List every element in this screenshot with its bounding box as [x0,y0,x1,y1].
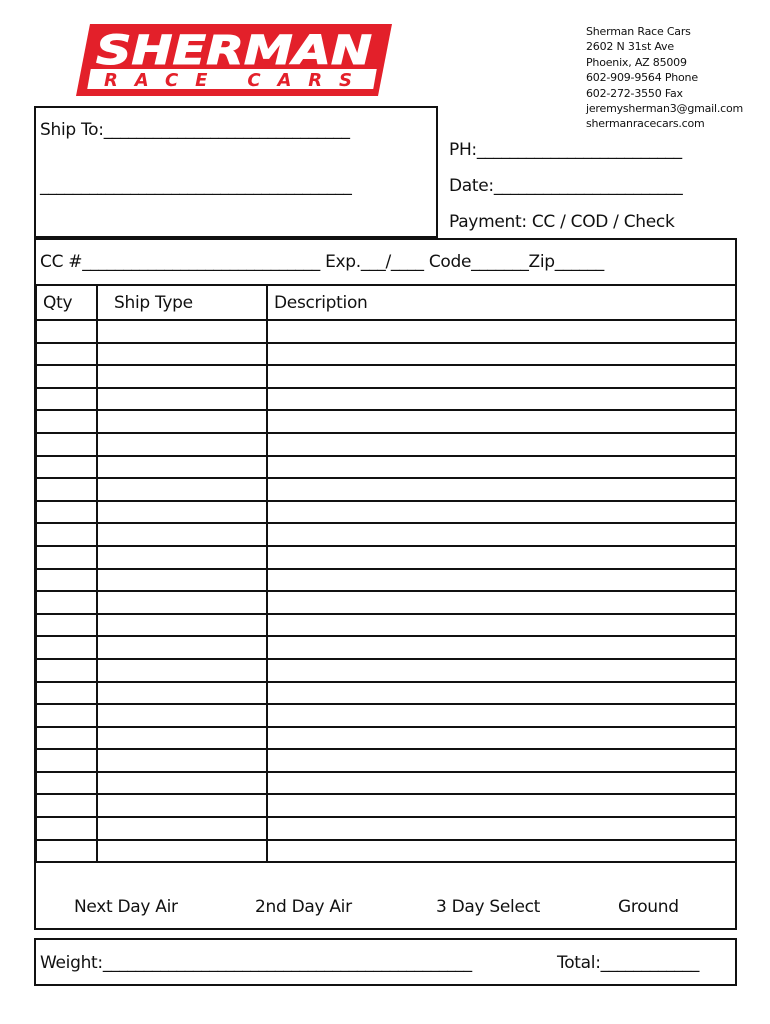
description-cell[interactable] [267,591,736,614]
table-row [36,817,736,840]
ship-type-cell[interactable] [97,682,267,705]
qty-cell[interactable] [36,410,97,433]
ship-type-cell[interactable] [97,365,267,388]
ship-type-cell[interactable] [97,704,267,727]
description-cell[interactable] [267,433,736,456]
ship-type-cell[interactable] [97,636,267,659]
table-row [36,614,736,637]
qty-cell[interactable] [36,772,97,795]
description-cell[interactable] [267,365,736,388]
description-cell[interactable] [267,682,736,705]
table-row [36,682,736,705]
description-cell[interactable] [267,388,736,411]
table-row [36,410,736,433]
description-cell[interactable] [267,794,736,817]
ship-to-field[interactable]: Ship To:______________________________ [40,120,350,140]
qty-cell[interactable] [36,749,97,772]
company-address-line1: 2602 N 31st Ave [586,40,674,54]
ship-type-cell[interactable] [97,591,267,614]
ship-type-cell[interactable] [97,727,267,750]
table-row [36,749,736,772]
table-row [36,433,736,456]
table-row [36,365,736,388]
table-row [36,320,736,343]
table-row [36,636,736,659]
table-row [36,704,736,727]
description-cell[interactable] [267,817,736,840]
qty-cell[interactable] [36,365,97,388]
ship-type-cell[interactable] [97,343,267,366]
ship-type-cell[interactable] [97,478,267,501]
description-cell[interactable] [267,636,736,659]
description-cell[interactable] [267,727,736,750]
table-row [36,772,736,795]
company-address-line2: Phoenix, AZ 85009 [586,55,687,69]
ship-type-cell[interactable] [97,794,267,817]
company-name: Sherman Race Cars [586,25,691,38]
qty-cell[interactable] [36,840,97,863]
table-row [36,591,736,614]
table-row [36,727,736,750]
company-email: jeremysherman3@gmail.com [586,102,744,116]
column-header-ship-type: Ship Type [97,285,267,320]
description-cell[interactable] [267,320,736,343]
weight-field[interactable]: Weight:_____________________________________________ [40,953,472,973]
total-field[interactable]: Total:____________ [557,953,700,973]
ship-type-cell[interactable] [97,546,267,569]
ship-option-2nd-day-air[interactable]: 2nd Day Air [255,897,352,917]
shipping-options [36,888,735,928]
qty-cell[interactable] [36,659,97,682]
logo-subtitle: RACE CARS [104,70,352,91]
qty-cell[interactable] [36,456,97,479]
ship-type-cell[interactable] [97,659,267,682]
qty-cell[interactable] [36,343,97,366]
ship-type-cell[interactable] [97,501,267,524]
description-cell[interactable] [267,523,736,546]
date-field[interactable]: Date:_______________________ [449,176,683,196]
table-row [36,343,736,366]
table-header-row [36,285,736,320]
qty-cell[interactable] [36,388,97,411]
ship-type-cell[interactable] [97,388,267,411]
description-cell[interactable] [267,704,736,727]
logo-title: SHERMAN [96,28,372,74]
table-row [36,501,736,524]
qty-cell[interactable] [36,591,97,614]
description-cell[interactable] [267,772,736,795]
qty-cell[interactable] [36,523,97,546]
company-info [586,24,743,132]
ship-type-cell[interactable] [97,523,267,546]
ship-type-cell[interactable] [97,749,267,772]
ship-type-cell[interactable] [97,614,267,637]
credit-card-field[interactable]: CC #_____________________________ Exp.___/____ Code_______Zip______ [40,252,605,272]
column-header-description: Description [267,285,736,320]
table-row [36,659,736,682]
description-cell[interactable] [267,840,736,863]
phone-field[interactable]: PH:_________________________ [449,140,682,160]
description-cell[interactable] [267,501,736,524]
qty-cell[interactable] [36,501,97,524]
company-fax: 602-272-3550 Fax [586,86,683,100]
qty-cell[interactable] [36,569,97,592]
company-phone: 602-909-9564 Phone [586,71,698,85]
ship-type-cell[interactable] [97,569,267,592]
table-row [36,569,736,592]
qty-cell[interactable] [36,320,97,343]
order-items-table [35,284,737,863]
ship-type-cell[interactable] [97,410,267,433]
description-cell[interactable] [267,659,736,682]
description-cell[interactable] [267,478,736,501]
description-cell[interactable] [267,749,736,772]
description-cell[interactable] [267,343,736,366]
table-row [36,478,736,501]
qty-cell[interactable] [36,704,97,727]
qty-cell[interactable] [36,682,97,705]
table-row [36,794,736,817]
qty-cell[interactable] [36,614,97,637]
description-cell[interactable] [267,456,736,479]
table-row [36,546,736,569]
ship-option-next-day-air[interactable]: Next Day Air [74,897,178,917]
qty-cell[interactable] [36,817,97,840]
ship-type-cell[interactable] [97,817,267,840]
description-cell[interactable] [267,410,736,433]
table-row [36,840,736,863]
qty-cell[interactable] [36,794,97,817]
table-row [36,456,736,479]
ship-type-cell[interactable] [97,772,267,795]
company-website: shermanracecars.com [586,117,705,131]
sherman-race-cars-logo [76,22,392,98]
payment-field[interactable]: Payment: CC / COD / Check [449,212,675,232]
table-row [36,523,736,546]
ship-type-cell[interactable] [97,433,267,456]
description-cell[interactable] [267,614,736,637]
ship-type-cell[interactable] [97,840,267,863]
qty-cell[interactable] [36,727,97,750]
column-header-qty: Qty [36,285,97,320]
ship-option-3-day-select[interactable]: 3 Day Select [436,897,541,917]
qty-cell[interactable] [36,546,97,569]
qty-cell[interactable] [36,636,97,659]
description-cell[interactable] [267,569,736,592]
ship-to-line2-field[interactable]: ______________________________________ [40,176,352,196]
ship-type-cell[interactable] [97,456,267,479]
qty-cell[interactable] [36,433,97,456]
ship-option-ground[interactable]: Ground [618,897,679,917]
qty-cell[interactable] [36,478,97,501]
ship-type-cell[interactable] [97,320,267,343]
table-row [36,388,736,411]
description-cell[interactable] [267,546,736,569]
